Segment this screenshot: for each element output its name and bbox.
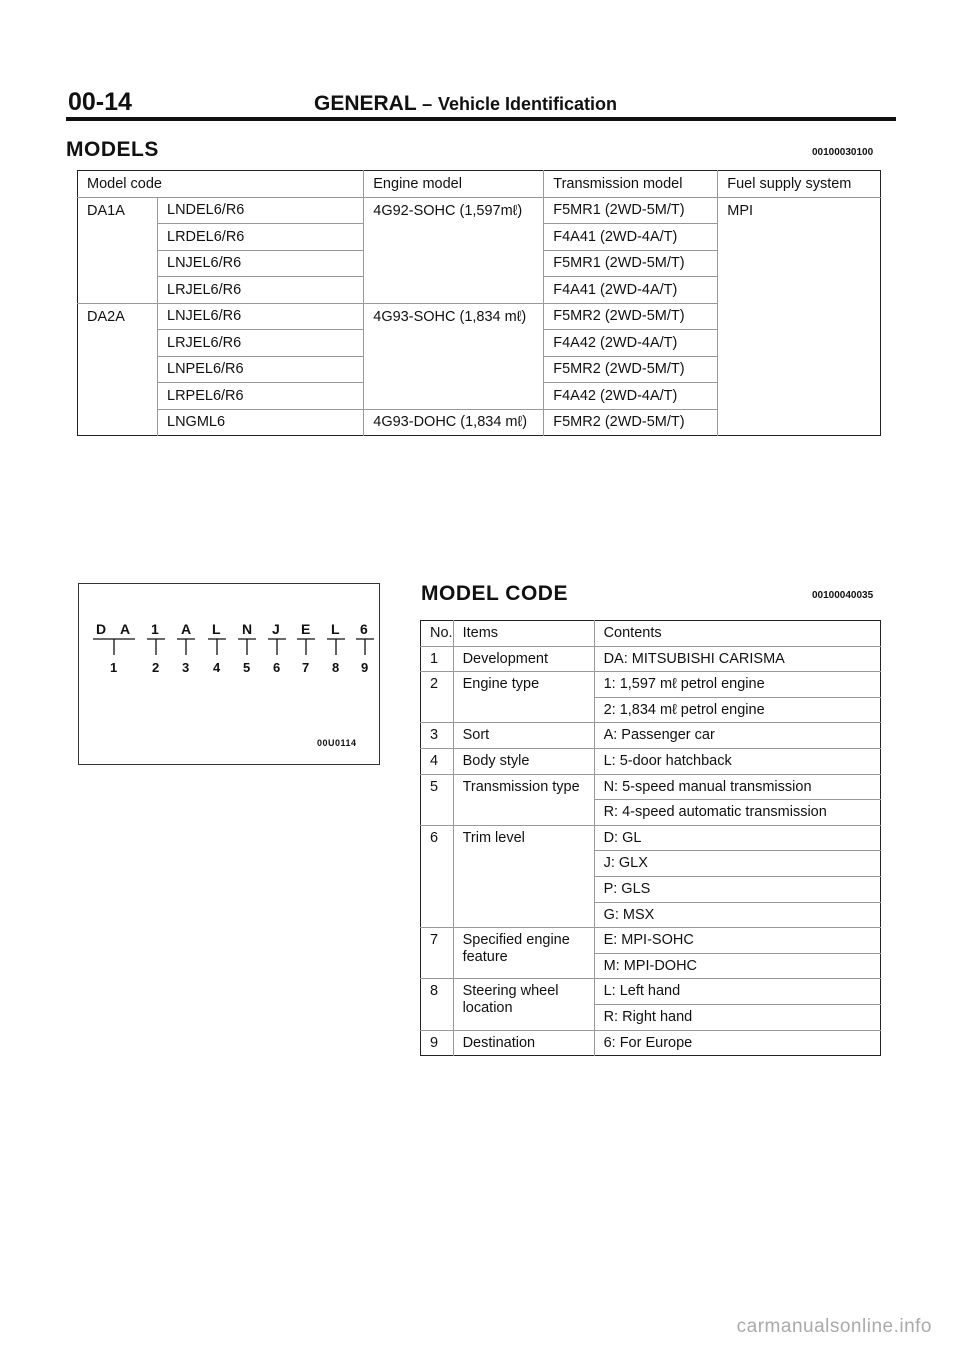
code-letter: J [272,621,280,637]
code-letter: N [242,621,253,637]
models-ref-code: 00100030100 [812,147,874,158]
transmission-cell: F5MR2 (2WD-5M/T) [544,356,718,383]
transmission-cell: F5MR1 (2WD-5M/T) [544,197,718,224]
col-header-no: No. [430,625,453,641]
model-code-table [420,620,881,1056]
table-row [421,774,881,800]
model-code-heading: MODEL CODE [421,582,568,605]
row-number: 6 [421,825,454,927]
model-code-cell: LNPEL6/R6 [158,356,364,383]
header-rule [66,117,896,121]
col-header-contents: Contents [594,621,880,647]
row-contents: E: MPI-SOHC [594,928,880,954]
row-contents: A: Passenger car [594,723,880,749]
position-number: 2 [152,660,160,675]
row-contents: 6: For Europe [594,1030,880,1056]
col-header-model-code: Model code [87,175,162,192]
page-number: 00-14 [68,88,132,116]
code-letter: 1 [151,621,159,637]
models-table [77,170,881,436]
model-group-cell: DA1A [78,197,158,303]
col-header-items: Items [453,621,594,647]
engine-model-cell: 4G93-SOHC (1,834 mℓ) [364,303,544,409]
row-contents: L: Left hand [594,979,880,1005]
row-number: 5 [421,774,454,825]
models-heading: MODELS [66,138,159,161]
table-row [421,979,881,1005]
row-number: 2 [421,672,454,723]
model-code-cell: LNDEL6/R6 [158,197,364,224]
position-number: 1 [110,660,118,675]
position-number: 5 [243,660,251,675]
model-code-cell: LNJEL6/R6 [158,303,364,330]
row-number: 3 [421,723,454,749]
table-row [421,723,881,749]
row-contents: R: Right hand [594,1004,880,1030]
table-row [421,1030,881,1056]
code-letter: 6 [360,621,368,637]
model-code-header-row [421,621,881,647]
row-contents: DA: MITSUBISHI CARISMA [594,646,880,672]
table-row [421,748,881,774]
model-code-cell: LRDEL6/R6 [158,224,364,251]
row-number: 7 [421,928,454,979]
model-code-ref-code: 00100040035 [812,590,874,601]
row-contents: D: GL [594,825,880,851]
engine-model-cell: 4G92-SOHC (1,597mℓ) [364,197,544,303]
code-letter: D [96,621,107,637]
model-code-cell: LRJEL6/R6 [158,330,364,357]
model-group-cell: DA2A [78,303,158,436]
table-row [421,928,881,954]
table-row [421,672,881,698]
code-letter: L [212,621,221,637]
row-contents: P: GLS [594,876,880,902]
position-number: 7 [302,660,310,675]
title-separator: – [422,94,433,114]
row-contents: 2: 1,834 mℓ petrol engine [594,697,880,723]
section-subtitle: Vehicle Identification [438,94,618,114]
watermark: carmanualsonline.info [736,1316,932,1337]
figure-id: 00U0114 [317,738,357,748]
col-header-transmission-model: Transmission model [544,171,718,198]
code-letter: A [120,621,131,637]
page-title [314,92,617,116]
row-contents: M: MPI-DOHC [594,953,880,979]
transmission-cell: F4A42 (2WD-4A/T) [544,330,718,357]
engine-model-cell: 4G93-DOHC (1,834 mℓ) [364,409,544,436]
row-item: Development [453,646,594,672]
row-number: 4 [421,748,454,774]
position-number: 9 [361,660,369,675]
row-item: Steering wheel location [453,979,594,1030]
code-letter: A [181,621,192,637]
row-contents: R: 4-speed automatic transmission [594,800,880,826]
row-contents: L: 5-door hatchback [594,748,880,774]
row-contents: N: 5-speed manual transmission [594,774,880,800]
row-item: Trim level [453,825,594,927]
position-number: 3 [182,660,190,675]
transmission-cell: F4A41 (2WD-4A/T) [544,224,718,251]
row-item: Engine type [453,672,594,723]
model-code-cell: LRJEL6/R6 [158,277,364,304]
table-row [421,646,881,672]
position-number: 6 [273,660,281,675]
model-code-cell: LNGML6 [158,409,364,436]
transmission-cell: F5MR1 (2WD-5M/T) [544,250,718,277]
table-row [78,197,881,224]
row-item: Destination [453,1030,594,1056]
fuel-supply-cell: MPI [718,197,881,436]
row-number: 1 [421,646,454,672]
row-item: Sort [453,723,594,749]
row-item: Specified engine feature [453,928,594,979]
transmission-cell: F4A41 (2WD-4A/T) [544,277,718,304]
col-header-engine-model: Engine model [364,171,544,198]
row-contents: 1: 1,597 mℓ petrol engine [594,672,880,698]
transmission-cell: F5MR2 (2WD-5M/T) [544,303,718,330]
position-number: 4 [213,660,221,675]
model-code-cell: LRPEL6/R6 [158,383,364,410]
model-code-diagram [79,584,379,764]
table-row [421,825,881,851]
code-letter: E [301,621,311,637]
model-code-figure [78,583,380,765]
transmission-cell: F5MR2 (2WD-5M/T) [544,409,718,436]
model-code-cell: LNJEL6/R6 [158,250,364,277]
section-name: GENERAL [314,92,417,115]
row-contents: J: GLX [594,851,880,877]
transmission-cell: F4A42 (2WD-4A/T) [544,383,718,410]
row-contents: G: MSX [594,902,880,928]
models-header-row [78,171,881,198]
col-header-fuel-supply: Fuel supply system [718,171,881,198]
row-item: Body style [453,748,594,774]
row-number: 9 [421,1030,454,1056]
row-number: 8 [421,979,454,1030]
position-number: 8 [332,660,340,675]
row-item: Transmission type [453,774,594,825]
code-connectors [93,639,374,655]
code-letter: L [331,621,340,637]
